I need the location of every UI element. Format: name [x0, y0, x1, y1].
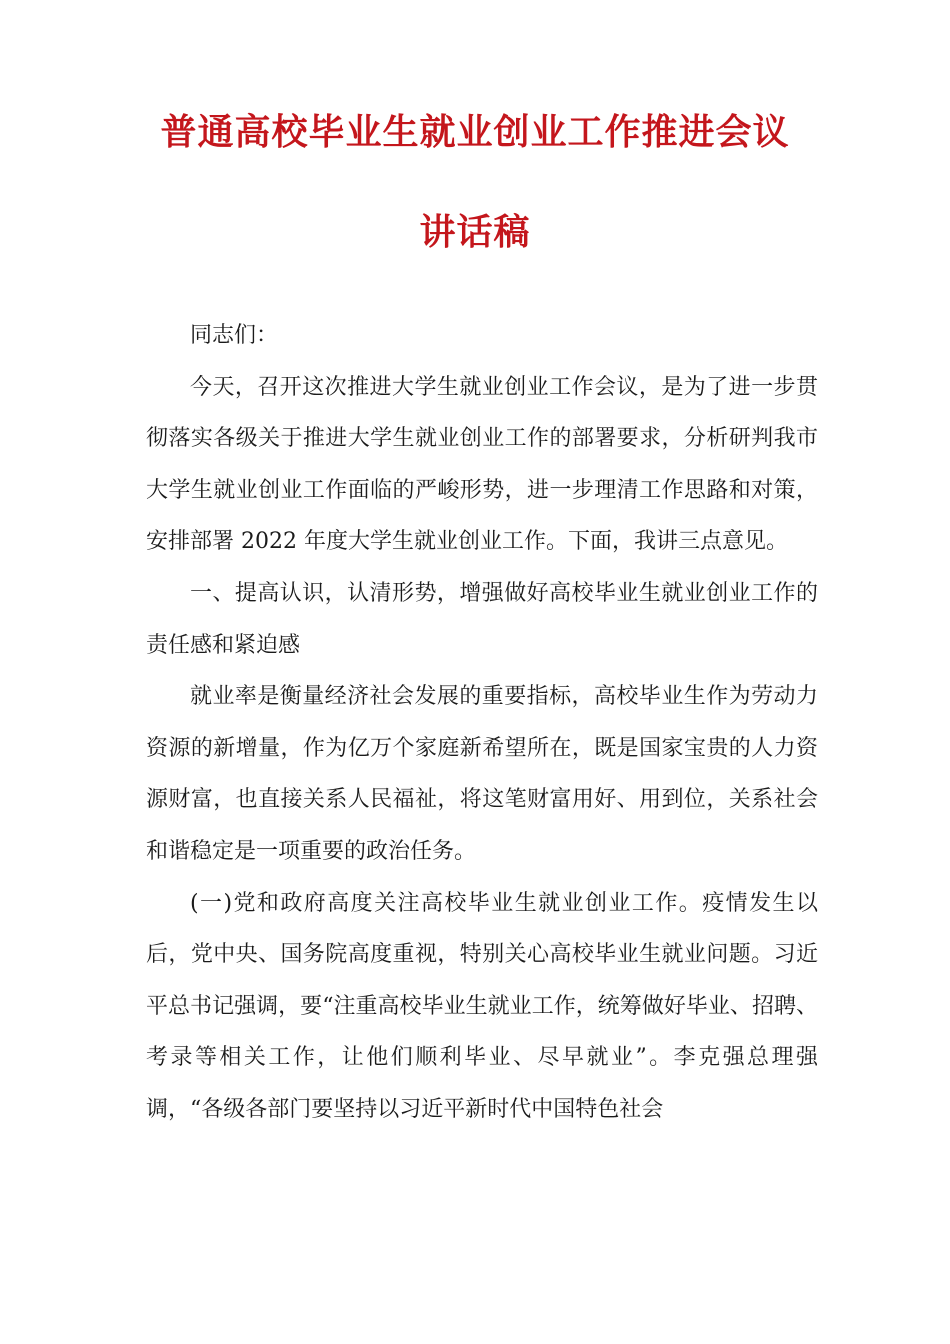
salutation: 同志们：: [190, 323, 279, 348]
paragraph-subsection-1: (一)党和政府高度关注高校毕业生就业创业工作。疫情发生以后，党中央、国务院高度重视，特别关心高校毕业生就业问题。习近平总书记强调，要“注重高校毕业生就业工作，统筹做好毕业、招聘、考录等相关工作，让他们顺利毕业、尽早就业”。李克强总理强调，“各级各部门要坚持以习近平新时代中国特色社会: [146, 890, 818, 1122]
section-heading-1: 一、提高认识，认清形势，增强做好高校毕业生就业创业工作的责任感和紧迫感: [146, 580, 818, 658]
document-body: [146, 310, 818, 1136]
paragraph-intro: 今天，召开这次推进大学生就业创业工作会议，是为了进一步贯彻落实各级关于推进大学生就业创业工作的部署要求，分析研判我市大学生就业创业工作面临的严峻形势，进一步理清工作思路和对策，安排部署 2022 年度大学生就业创业工作。下面，我讲三点意见。: [146, 374, 818, 555]
paragraph-employment-rate: 就业率是衡量经济社会发展的重要指标，高校毕业生作为劳动力资源的新增量，作为亿万个家庭新希望所在，既是国家宝贵的人力资源财富，也直接关系人民福祉，将这笔财富用好、用到位，关系社会和谐稳定是一项重要的政治任务。: [146, 684, 818, 864]
document-title-line1: 普通高校毕业生就业创业工作推进会议: [160, 112, 790, 153]
document-title-line2: 讲话稿: [419, 212, 531, 253]
